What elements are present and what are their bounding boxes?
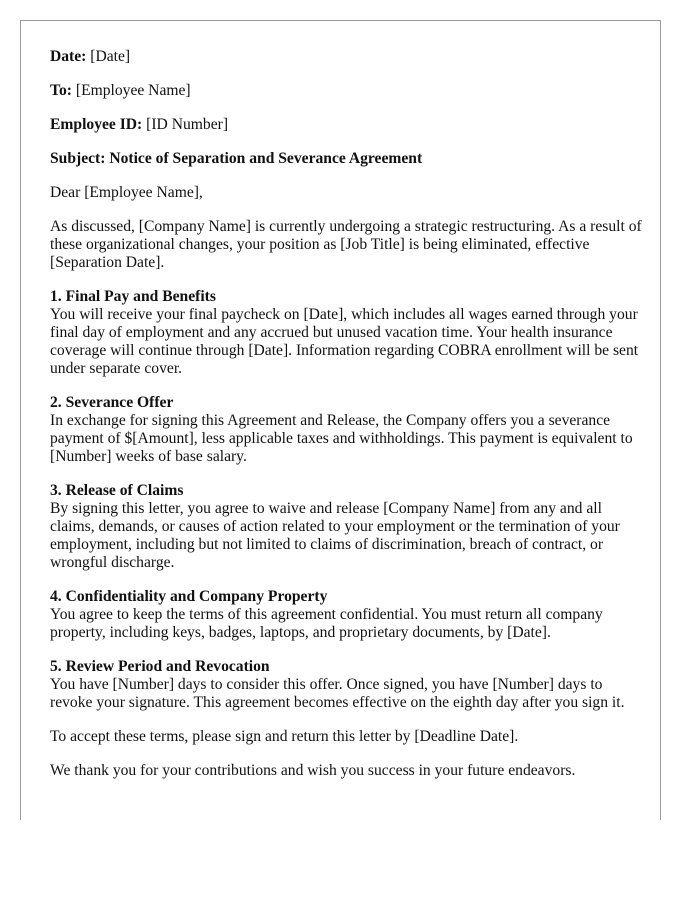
section-body: You will receive your final paycheck on [Date], which includes all wages earned through your final day of employment and any accrued but unused vacation time. Your health insurance coverage will continue through [Date]. Information regarding COBRA enrollment will be sent under separate cover. (50, 306, 639, 377)
section-body: By signing this letter, you agree to waive and release [Company Name] from any and all claims, demands, or causes of action related to your employment or the termination of your employment, including but not limited to claims of discrimination, breach of contract, or wrongful discharge. (50, 500, 620, 571)
section-heading: 3. Release of Claims (50, 482, 184, 499)
employee-id-value: [ID Number] (146, 116, 229, 133)
to-label: To: (50, 82, 72, 99)
section-body: You have [Number] days to consider this offer. Once signed, you have [Number] days to revoke your signature. This agreement becomes effective on the eighth day after you sign it. (50, 676, 625, 711)
section-heading: 5. Review Period and Revocation (50, 658, 270, 675)
salutation: Dear [Employee Name], (50, 184, 203, 201)
to-value: [Employee Name] (75, 82, 191, 99)
section-release-of-claims (50, 482, 642, 572)
date-label: Date: (50, 48, 87, 65)
intro-paragraph: As discussed, [Company Name] is currently undergoing a strategic restructuring. As a result of these organizational changes, your position as [Job Title] is being eliminated, effective [Separation Date]. (50, 218, 642, 271)
subject-line: Subject: Notice of Separation and Severance Agreement (50, 150, 423, 167)
section-confidentiality (50, 588, 642, 642)
employee-id-line (50, 116, 642, 134)
section-final-pay (50, 288, 642, 378)
section-body: You agree to keep the terms of this agreement confidential. You must return all company property, including keys, badges, laptops, and proprietary documents, by [Date]. (50, 606, 603, 641)
date-line (50, 48, 642, 66)
date-value: [Date] (90, 48, 131, 65)
section-heading: 4. Confidentiality and Company Property (50, 588, 328, 605)
section-body: In exchange for signing this Agreement and Release, the Company offers you a severance payment of $[Amount], less applicable taxes and withholdings. This payment is equivalent to [Number] weeks of base salary. (50, 412, 633, 465)
employee-id-label: Employee ID: (50, 116, 143, 133)
letter-page (20, 20, 661, 820)
letter-content (50, 48, 642, 796)
to-line (50, 82, 642, 100)
section-review-period (50, 658, 642, 712)
section-severance-offer (50, 394, 642, 466)
section-heading: 2. Severance Offer (50, 394, 174, 411)
closing-thanks: We thank you for your contributions and wish you success in your future endeavors. (50, 762, 576, 779)
closing-instruction: To accept these terms, please sign and return this letter by [Deadline Date]. (50, 728, 519, 745)
section-heading: 1. Final Pay and Benefits (50, 288, 216, 305)
